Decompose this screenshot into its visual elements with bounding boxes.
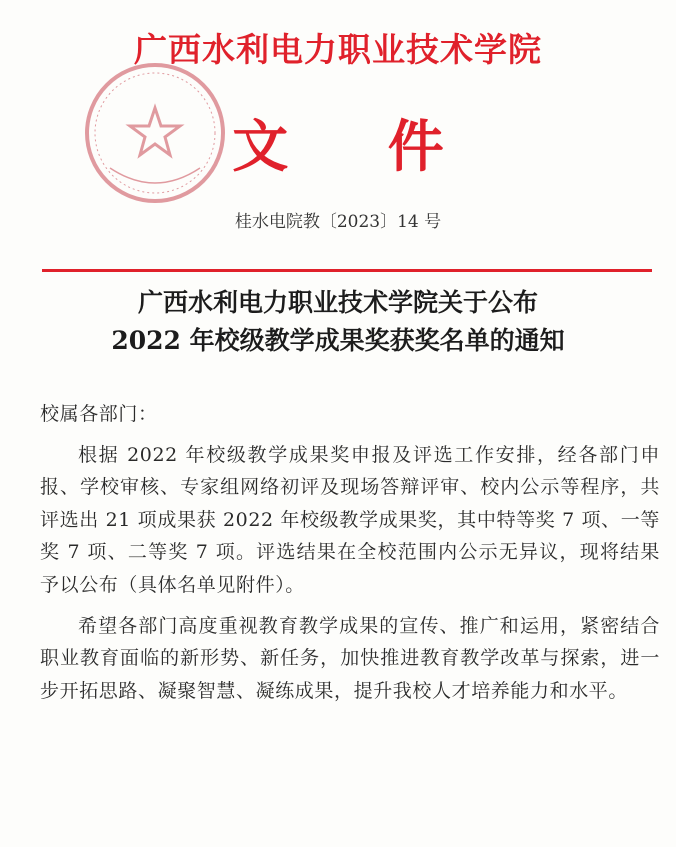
notice-title bbox=[0, 284, 676, 360]
notice-title-line-1: 广西水利电力职业技术学院关于公布 bbox=[137, 288, 538, 317]
document-type-heading: 文 件 bbox=[232, 114, 484, 180]
body-paragraph-2: 希望各部门高度重视教育教学成果的宣传、推广和运用，紧密结合职业教育面临的新形势、新任务，加快推进教育教学改革与探索，进一步开拓思路、凝聚智慧、凝练成果，提升我校人才培养能力和水平。 bbox=[40, 614, 660, 702]
notice-title-line-2: 2022 年校级教学成果奖获奖名单的通知 bbox=[111, 326, 565, 355]
red-divider-line bbox=[42, 269, 652, 272]
document-number: 桂水电院教〔2023〕14 号 bbox=[234, 212, 442, 232]
issuing-organization: 广西水利电力职业技术学院 bbox=[134, 30, 542, 69]
salutation: 校属各部门： bbox=[40, 403, 158, 425]
body-paragraph-1: 根据 2022 年校级教学成果奖申报及评选工作安排，经各部门申报、学校审核、专家组网络初评及现场答辩评审、校内公示等程序，共评选出 21 项成果获 2022 年校级教学成果奖，其中特等奖 7 项、一等奖 7 项、二等奖 7 项。评选结果在全校范围内公示无异议，现将结果予以公布（具体名单见附件）。 bbox=[40, 443, 660, 596]
notice-body bbox=[40, 398, 660, 715]
